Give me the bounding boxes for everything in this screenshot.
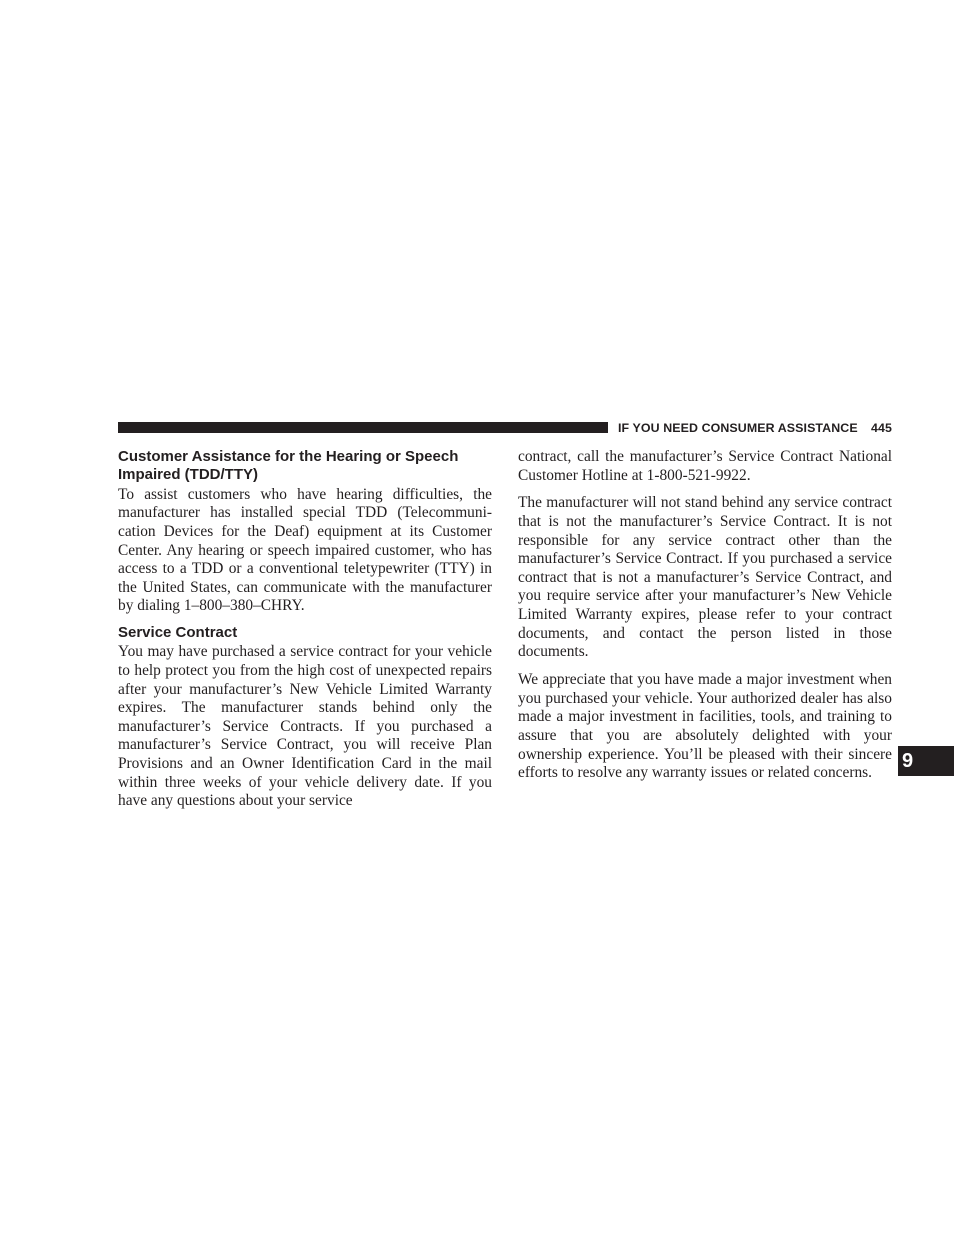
section-title: IF YOU NEED CONSUMER ASSISTANCE [618,421,858,435]
paragraph-dealer-investment: We appreciate that you have made a major investment when you purchased your vehicle. Your authorized dealer has also made a major investment in facilities, tools, and training to assure that you are absolutely delighted with your ownership experience. You’ll be pleased with their sincere efforts to resolve any warranty issues or related concerns. [518,671,892,782]
right-column [518,448,892,783]
heading-service-contract: Service Contract [118,623,238,641]
paragraph-non-manufacturer-contract: The manufacturer will not stand behind any service contract that is not the manufacturer’s Service Contract. It is not responsible for any service contract other than the manufacturer’s Service Contract. If you purchased a service contract that is not a manufacturer’s Service Contract, and you require service after your manufacturer’s New Vehicle Limited Warranty expires, please refer to your contract documents, and contact the person listed in those documents. [518,494,892,661]
page-number: 445 [871,421,892,435]
chapter-tab: 9 [898,746,954,776]
left-column [118,448,492,811]
paragraph-tdd-tty: To assist customers who have hearing difficulties, the manufacturer has installed special TDD (Telecommunication Devices for the Deaf) equipment at its Customer Center. Any hearing or speech impaired customer, who has access to a TDD or a conventional teletypewriter (TTY) in the United States, can communicate with the manufacturer by dialing 1–800–380–CHRY. [118,485,492,615]
running-header [618,420,892,436]
header-rule [118,422,608,433]
paragraph-hotline: contract, call the manufacturer’s Service Contract National Customer Hotline at 1-800-521-9922. [518,448,892,484]
paragraph-service-contract: You may have purchased a service contract for your vehicle to help protect you from the high cost of unexpected repairs after your manufacturer’s New Vehicle Limited Warranty expires. The manufacturer stands behind only the manufacturer’s Service Contracts. If you purchased a manufacturer’s Service Contract, you will receive Plan Provisions and an Owner Identification Card in the mail within three weeks of your vehicle delivery date. If you have any questions about your service [118,643,492,810]
heading-hearing-speech-impaired: Customer Assistance for the Hearing or Speech Impaired (TDD/TTY) [118,448,459,484]
